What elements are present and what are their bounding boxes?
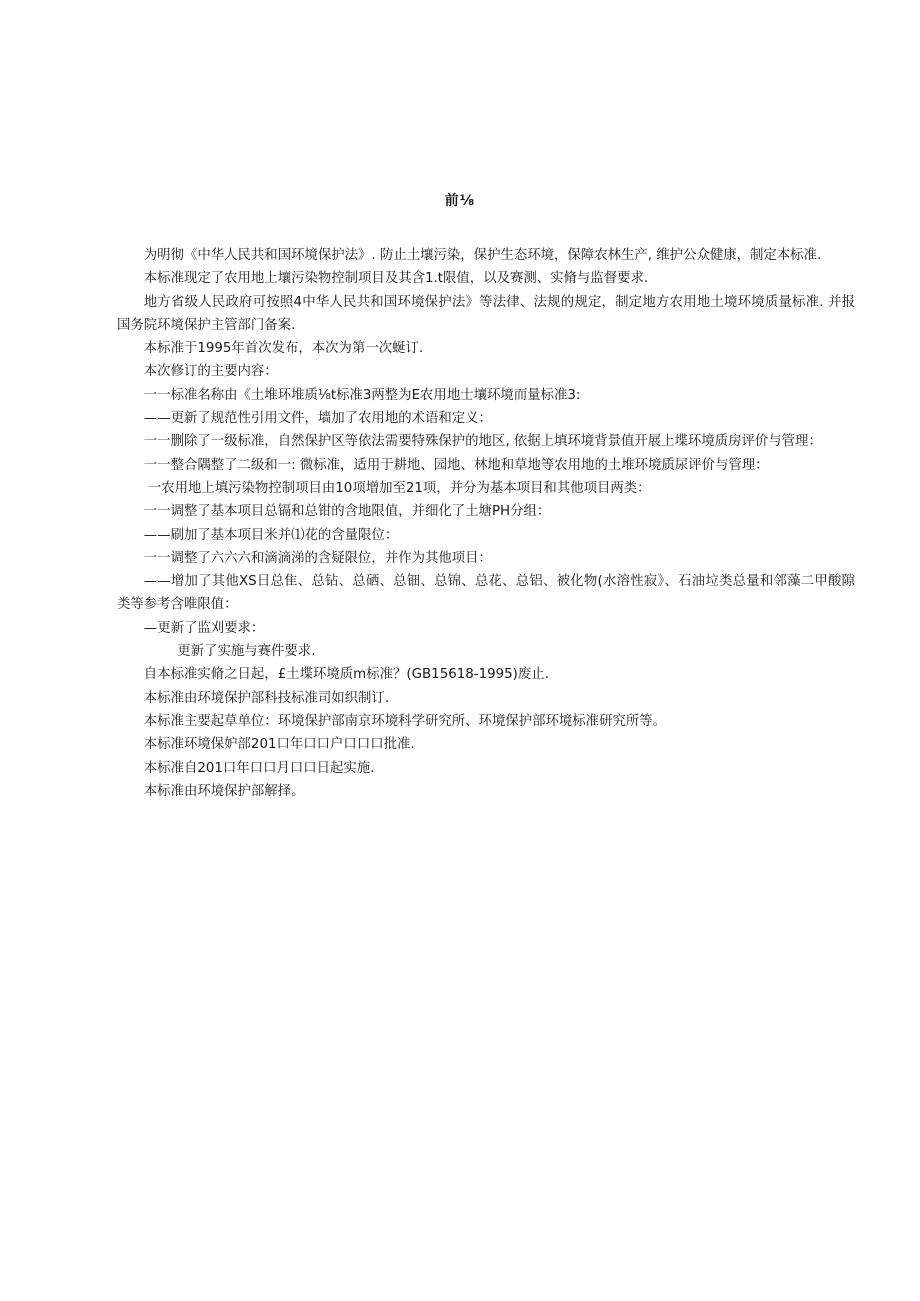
paragraph-revision-intro: 本次修订的主要内容： xyxy=(143,364,278,380)
list-item-revision: ——更新了规范性引用文件，墙加了农用地的术语和定义： xyxy=(143,411,492,427)
paragraph-effective-date: 本标准自201口年口口月口口日起实施. xyxy=(143,760,375,776)
list-item-revision: 一一整合隅整了二级和一: 微标准，适用于耕地、园地、林地和草地等农用地的土堆环境质尿评价与管理： xyxy=(143,457,769,473)
list-item-revision: ——增加了其他XS日总隹、总钻、总硒、总钿、总锦、总花、总铝、被化物(水溶性寂》、石油垃类总量和邻藻二甲酸隙类等参考含唯限值： xyxy=(117,574,855,613)
list-item-revision: 一一标准名称由《土堆环堆质⅛t标准3两整为E农用地士壤环境而量标准3: xyxy=(143,387,581,403)
list-item-revision: 更新了实施与赛件要求. xyxy=(177,644,316,660)
list-item-revision: ——刷加了基本项目米并⑴花的含量限位： xyxy=(143,527,399,543)
paragraph-approval: 本标准环境保妒部201口年口口户口口口批准. xyxy=(143,737,415,753)
list-item-revision: 一一调整了基本项目总镉和总钳的含地限值，并细化了土塘PH分组： xyxy=(143,504,551,520)
list-item-revision: —更新了监刈要求： xyxy=(143,620,265,636)
list-item-revision: 一一删除了一级标准，自然保护区等依法需要特殊保护的地区, 依据上填环境背景值开展上堞环境质房评价与管理： xyxy=(143,434,822,450)
document-title: 前⅛ xyxy=(444,193,476,209)
paragraph-drafters: 本标准主要起草单位：环境保护部南京环境科学研究所、环境保护部环境标准研究所等。 xyxy=(143,713,667,729)
paragraph-abolish: 自本标准实脩之日起，£土堞环境质m标准？(GB15618-1995)废止. xyxy=(143,667,549,683)
paragraph-local-standards: 地方省级人民政府可按照4中华人民共和国环境保护法》等法律、法规的规定，制定地方农用地土境环境质量标准. 并报国务院环境保护主管部门备案. xyxy=(117,294,855,333)
document-body xyxy=(117,244,855,803)
list-item-revision: 一农用地上填污染物控制项目由10项增加至21项，并分为基本项目和其他项目两类： xyxy=(147,480,651,496)
paragraph-interpretation: 本标准由环境保护部解择。 xyxy=(143,783,305,799)
paragraph-purpose: 为明彻《中华人民共和国环境保护法》. 防止土壤污染，保护生态环境，保障农林生产, 维护公众健康，制定本标准. xyxy=(143,248,822,263)
list-item-revision: 一一调整了六六六和滴滴涕的含疑限位，并作为其他项目： xyxy=(143,550,492,566)
paragraph-organizer: 本标准由环境保护部科技标准司如织制订. xyxy=(143,690,390,706)
paragraph-scope: 本标准现定了农用地上壤污染物控制项目及其含1.t限值，以及赛测、实脩与监督要求. xyxy=(143,271,649,287)
paragraph-history: 本标准于1995年首次发布，本次为第一次蜒订. xyxy=(143,341,424,357)
